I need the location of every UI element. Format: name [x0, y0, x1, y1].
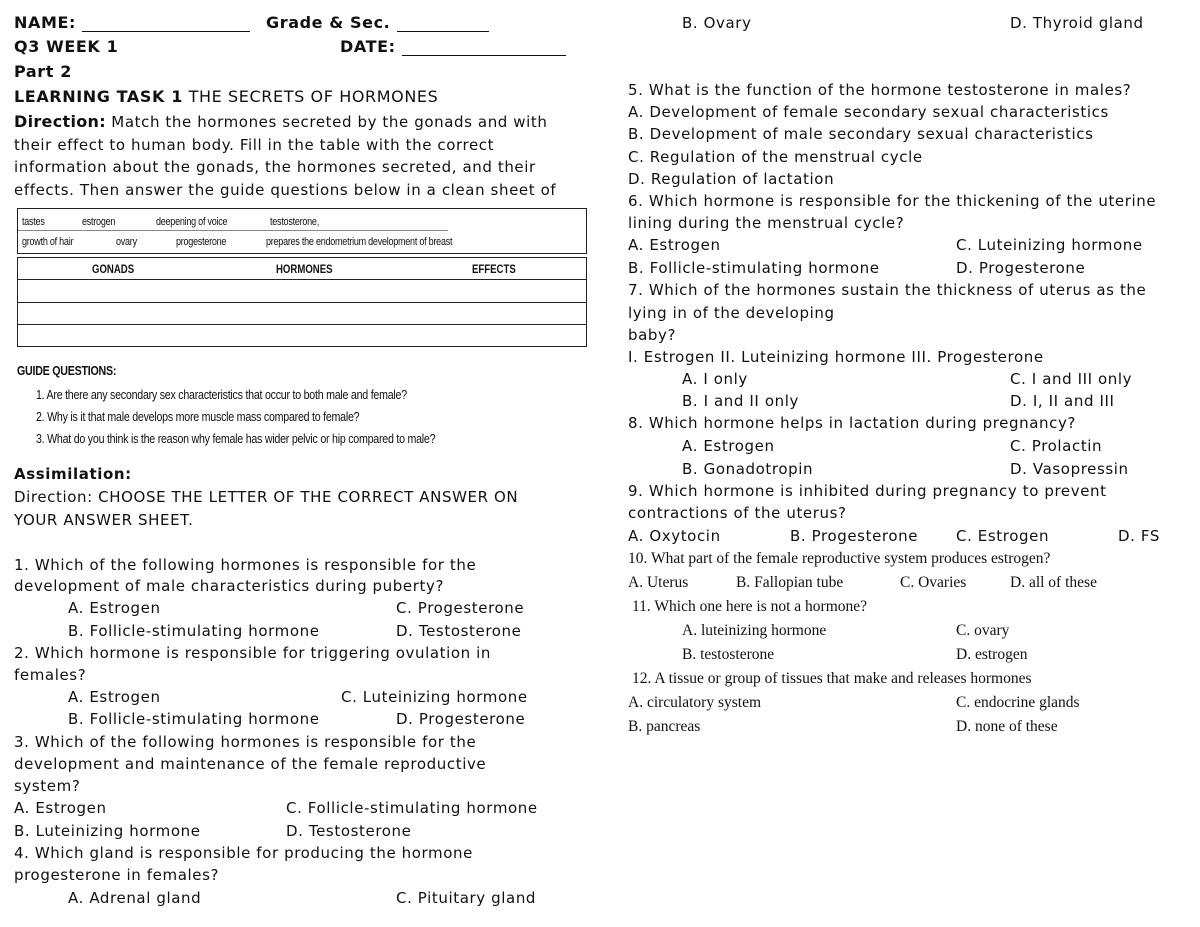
- word-bank-item: deepening of voice: [156, 216, 228, 228]
- q10-option-d[interactable]: D. all of these: [1010, 574, 1097, 591]
- question-4-line-1: 4. Which gland is responsible for producing the hormone: [14, 844, 473, 862]
- question-6-line-2: lining during the menstrual cycle?: [628, 214, 905, 232]
- question-11: 11. Which one here is not a hormone?: [632, 598, 868, 615]
- q1-option-d[interactable]: D. Testosterone: [396, 622, 522, 640]
- task-direction-line-3: information about the gonads, the hormones secreted, and their: [14, 158, 536, 176]
- word-bank-item: estrogen: [82, 216, 116, 228]
- table-header-effects: EFFECTS: [472, 262, 516, 276]
- question-10: 10. What part of the female reproductive system produces estrogen?: [628, 550, 1051, 567]
- q4-option-a[interactable]: A. Adrenal gland: [68, 889, 202, 907]
- q10-option-a[interactable]: A. Uterus: [628, 574, 689, 591]
- q11-option-c[interactable]: C. ovary: [956, 622, 1010, 639]
- q2-option-d[interactable]: D. Progesterone: [396, 710, 526, 728]
- q3-option-d[interactable]: D. Testosterone: [286, 822, 412, 840]
- q12-option-a[interactable]: A. circulatory system: [628, 694, 762, 711]
- q6-option-c[interactable]: C. Luteinizing hormone: [956, 236, 1143, 254]
- question-7-line-1: 7. Which of the hormones sustain the thickness of uterus as the: [628, 281, 1147, 299]
- q3-option-c[interactable]: C. Follicle-stimulating hormone: [286, 799, 538, 817]
- q2-option-c[interactable]: C. Luteinizing hormone: [341, 688, 528, 706]
- q4-option-c[interactable]: C. Pituitary gland: [396, 889, 537, 907]
- task-title-rest: THE SECRETS OF HORMONES: [188, 87, 439, 106]
- word-bank-box: [17, 208, 587, 254]
- table-row[interactable]: [18, 324, 586, 325]
- task-direction-line-2: their effect to human body. Fill in the table with the correct: [14, 136, 495, 154]
- q5-option-b[interactable]: B. Development of male secondary sexual characteristics: [628, 125, 1094, 143]
- q9-option-d[interactable]: D. FS: [1118, 527, 1160, 545]
- word-bank-item: tastes: [22, 216, 45, 228]
- assimilation-direction-2: YOUR ANSWER SHEET.: [14, 511, 194, 529]
- question-5: 5. What is the function of the hormone testosterone in males?: [628, 81, 1132, 99]
- q8-option-a[interactable]: A. Estrogen: [682, 437, 775, 455]
- q4-option-d[interactable]: D. Thyroid gland: [1010, 14, 1144, 32]
- q8-option-b[interactable]: B. Gonadotropin: [682, 460, 814, 478]
- question-6-line-1: 6. Which hormone is responsible for the thickening of the uterine: [628, 192, 1157, 210]
- q11-option-b[interactable]: B. testosterone: [682, 646, 775, 663]
- q7-option-b[interactable]: B. I and II only: [682, 392, 799, 410]
- date-blank[interactable]: [402, 39, 566, 56]
- q7-statements: I. Estrogen II. Luteinizing hormone III. Progesterone: [628, 348, 1044, 366]
- week-label: Q3 WEEK 1: [14, 37, 119, 56]
- question-1-line-1: 1. Which of the following hormones is responsible for the: [14, 556, 477, 574]
- direction-text-1: Match the hormones secreted by the gonads and with: [111, 113, 548, 131]
- q3-option-b[interactable]: B. Luteinizing hormone: [14, 822, 201, 840]
- name-blank[interactable]: [82, 15, 250, 32]
- direction-label: Direction:: [14, 112, 106, 131]
- question-4-line-2: progesterone in females?: [14, 866, 220, 884]
- task-title: [14, 88, 438, 106]
- q6-option-a[interactable]: A. Estrogen: [628, 236, 721, 254]
- task-direction-line-4: effects. Then answer the guide questions below in a clean sheet of: [14, 181, 557, 199]
- assimilation-direction-1: Direction: CHOOSE THE LETTER OF THE CORRECT ANSWER ON: [14, 488, 519, 506]
- task-title-bold: LEARNING TASK 1: [14, 87, 183, 106]
- q5-option-d[interactable]: D. Regulation of lactation: [628, 170, 835, 188]
- q1-option-a[interactable]: A. Estrogen: [68, 599, 161, 617]
- q6-option-b[interactable]: B. Follicle-stimulating hormone: [628, 259, 880, 277]
- question-7-line-2: lying in of the developing: [628, 304, 835, 322]
- q8-option-c[interactable]: C. Prolactin: [1010, 437, 1103, 455]
- assimilation-title: Assimilation:: [14, 465, 132, 483]
- gonads-table: [17, 257, 587, 347]
- grade-blank[interactable]: [397, 15, 489, 32]
- q11-option-a[interactable]: A. luteinizing hormone: [682, 622, 827, 639]
- q7-option-c[interactable]: C. I and III only: [1010, 370, 1133, 388]
- question-7-line-3: baby?: [628, 326, 677, 344]
- q5-option-c[interactable]: C. Regulation of the menstrual cycle: [628, 148, 923, 166]
- q2-option-a[interactable]: A. Estrogen: [68, 688, 161, 706]
- table-row[interactable]: [18, 302, 586, 303]
- q1-option-c[interactable]: C. Progesterone: [396, 599, 525, 617]
- q12-option-c[interactable]: C. endocrine glands: [956, 694, 1080, 711]
- q12-option-b[interactable]: B. pancreas: [628, 718, 701, 735]
- word-bank-item: ovary: [116, 236, 137, 248]
- question-3-line-3: system?: [14, 777, 81, 795]
- q9-option-c[interactable]: C. Estrogen: [956, 527, 1050, 545]
- table-row[interactable]: [18, 279, 586, 280]
- question-9-line-1: 9. Which hormone is inhibited during pregnancy to prevent: [628, 482, 1107, 500]
- q4-option-b[interactable]: B. Ovary: [682, 14, 752, 32]
- q2-option-b[interactable]: B. Follicle-stimulating hormone: [68, 710, 320, 728]
- name-label-text: NAME:: [14, 13, 77, 32]
- guide-question: 1. Are there any secondary sex characteristics that occur to both male and female?: [36, 387, 407, 402]
- q9-option-b[interactable]: B. Progesterone: [790, 527, 919, 545]
- question-9-line-2: contractions of the uterus?: [628, 504, 847, 522]
- word-bank-divider: [18, 230, 448, 231]
- q1-option-b[interactable]: B. Follicle-stimulating hormone: [68, 622, 320, 640]
- guide-question: 2. Why is it that male develops more muscle mass compared to female?: [36, 409, 360, 424]
- date-label: [340, 38, 566, 56]
- word-bank-item: growth of hair: [22, 236, 74, 248]
- table-header-hormones: HORMONES: [276, 262, 333, 276]
- question-3-line-1: 3. Which of the following hormones is responsible for the: [14, 733, 477, 751]
- question-2-line-1: 2. Which hormone is responsible for triggering ovulation in: [14, 644, 491, 662]
- part-label: Part 2: [14, 62, 72, 81]
- question-12: 12. A tissue or group of tissues that make and releases hormones: [632, 670, 1032, 687]
- q5-option-a[interactable]: A. Development of female secondary sexual characteristics: [628, 103, 1109, 121]
- word-bank-item: prepares the endometrium development of breast: [266, 236, 453, 248]
- word-bank-item: progesterone: [176, 236, 227, 248]
- q11-option-d[interactable]: D. estrogen: [956, 646, 1028, 663]
- grade-label-text: Grade & Sec.: [266, 13, 391, 32]
- name-label: [14, 14, 250, 32]
- q6-option-d[interactable]: D. Progesterone: [956, 259, 1086, 277]
- q7-option-a[interactable]: A. I only: [682, 370, 748, 388]
- question-1-line-2: development of male characteristics during puberty?: [14, 577, 445, 595]
- q9-option-a[interactable]: A. Oxytocin: [628, 527, 721, 545]
- grade-label: [266, 14, 489, 32]
- guide-question: 3. What do you think is the reason why female has wider pelvic or hip compared to male?: [36, 431, 436, 446]
- q10-option-c[interactable]: C. Ovaries: [900, 574, 967, 591]
- q8-option-d[interactable]: D. Vasopressin: [1010, 460, 1129, 478]
- guide-title: GUIDE QUESTIONS:: [17, 363, 117, 378]
- word-bank-item: testosterone,: [270, 216, 319, 228]
- question-3-line-2: development and maintenance of the female reproductive: [14, 755, 487, 773]
- q3-option-a[interactable]: A. Estrogen: [14, 799, 107, 817]
- question-2-line-2: females?: [14, 666, 87, 684]
- question-8: 8. Which hormone helps in lactation during pregnancy?: [628, 414, 1076, 432]
- date-label-text: DATE:: [340, 37, 396, 56]
- table-header-gonads: GONADS: [92, 262, 135, 276]
- q7-option-d[interactable]: D. I, II and III: [1010, 392, 1115, 410]
- task-direction-line-1: [14, 113, 548, 131]
- q10-option-b[interactable]: B. Fallopian tube: [736, 574, 844, 591]
- q12-option-d[interactable]: D. none of these: [956, 718, 1058, 735]
